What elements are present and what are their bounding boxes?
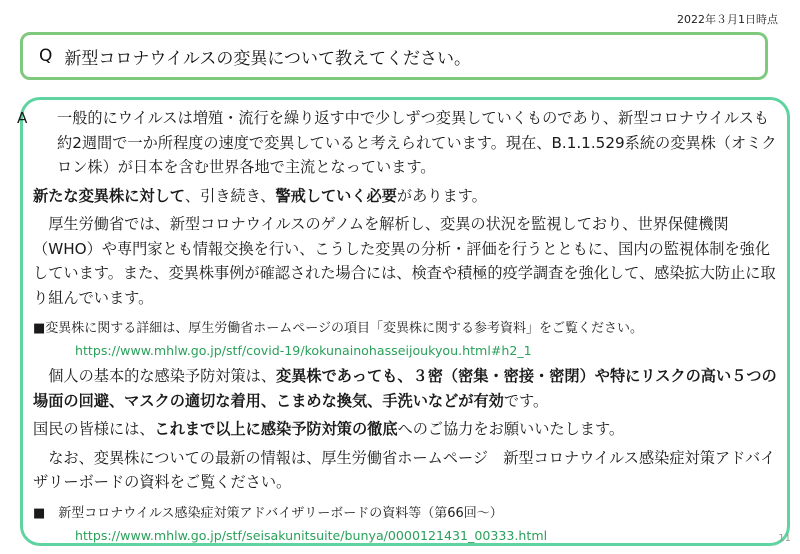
warning-text-2: があります。 <box>396 186 487 205</box>
request-text-1: 国民の皆様には、 <box>33 420 155 438</box>
answer-paragraph-latest: なお、変異株についての最新の情報は、厚生労働省ホームページ 新型コロナウイルス感染症対策アドバイザリーボードの資料をご覧ください。 <box>33 448 776 491</box>
note-variant-details: ■変異株に関する詳細は、厚生労働省ホームページの項目「変異株に関する参考資料」をご覧ください。 <box>33 321 644 336</box>
prevention-text-2: です。 <box>503 391 549 410</box>
answer-paragraph-intro <box>17 106 777 180</box>
warning-bold-1: 新たな変異株に対して <box>33 186 185 205</box>
question-label: Q <box>39 46 53 66</box>
answer-paragraph-warning <box>33 184 777 209</box>
note-advisory-board: ■ 新型コロナウイルス感染症対策アドバイザリーボードの資料等（第66回～） <box>33 505 503 521</box>
link-advisory-board[interactable]: https://www.mhlw.go.jp/stf/seisakunitsuite/bunya/0000121431_00333.html <box>75 527 548 543</box>
question-box <box>20 32 768 80</box>
date-stamp: 2022年３月1日時点 <box>677 13 778 26</box>
answer-paragraph-mhlw: 厚生労働省では、新型コロナウイルスのゲノムを解析し、変異の状況を監視しており、世界保健機関（WHO）や専門家とも情報交換を行い、こうした変異の分析・評価を行うとともに、国内の監視体制を強化しています。また、変異株事例が確認された場合には、検査や積極的疫学調査を強化して、感染拡大防止に取り組んでいます。 <box>33 215 776 307</box>
question-text: 新型コロナウイルスの変異について教えてください。 <box>64 48 472 69</box>
answer-intro-text: 一般的にウイルスは増殖・流行を繰り返す中で少しずつ変異していくものであり、新型コロナウイルスも約2週間で一か所程度の速度で変異していると考えられています。現在、B.1.1.529系統の変異株（オミクロン株）が日本を含む世界各地で主流となっています。 <box>57 109 777 176</box>
request-text-2: へのご協力をお願いいたします。 <box>397 420 625 438</box>
prevention-bold: 変異株であっても、３密（密集・密接・密閉）や特にリスクの高い５つの場面の回避、マスクの適切な着用、こまめな換気、手洗いなどが有効 <box>33 367 777 410</box>
link-variant-info[interactable]: https://www.mhlw.go.jp/stf/covid-19/kokunainohasseijoukyou.html#h2_1 <box>75 343 532 358</box>
prevention-text-1: 個人の基本的な感染予防対策は、 <box>48 367 276 385</box>
request-bold: これまで以上に感染予防対策の徹底 <box>154 420 398 438</box>
answer-label: A <box>17 109 28 127</box>
warning-text-1: 、引き続き、 <box>184 186 276 205</box>
answer-box <box>17 97 790 546</box>
page-number: 11 <box>778 533 791 544</box>
answer-paragraph-request <box>33 417 777 442</box>
answer-paragraph-prevention <box>33 364 777 413</box>
warning-bold-2: 警戒していく必要 <box>275 186 397 205</box>
